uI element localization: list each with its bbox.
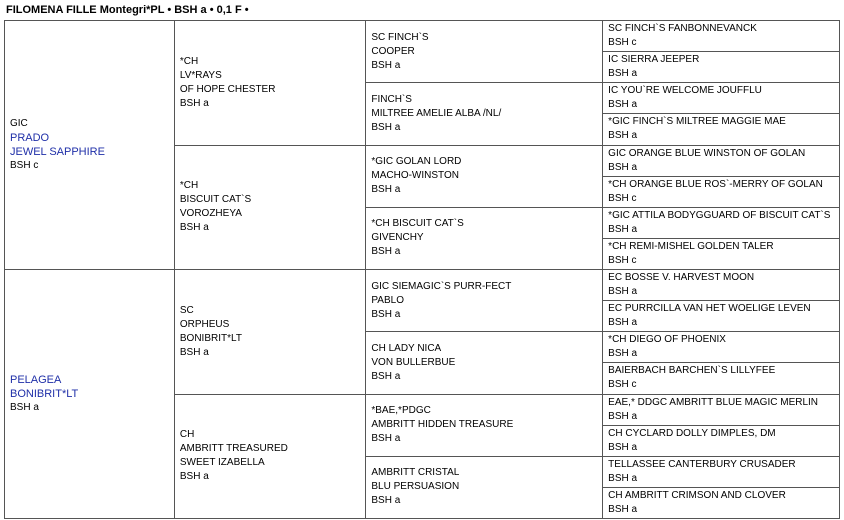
- great-great-grandparent-cell: [603, 52, 840, 83]
- cat-line: BSH a: [371, 433, 401, 445]
- cat-line: PELAGEA: [10, 374, 62, 386]
- cat-line: BSH a: [371, 184, 401, 196]
- cat-line: IC SIERRA JEEPER: [608, 54, 700, 66]
- cat-line: SC FINCH`S FANBONNEVANCK: [608, 23, 757, 35]
- cat-line: BSH a: [608, 410, 638, 422]
- cat-line: BSH a: [608, 441, 638, 453]
- great-great-grandparent-cell: [603, 332, 840, 363]
- great-great-grandparent-cell: [603, 145, 840, 176]
- great-grandparent-cell: [366, 21, 603, 83]
- cat-line: BSH a: [371, 59, 401, 71]
- great-great-grandparent-cell: [603, 394, 840, 425]
- cat-line: BSH a: [608, 161, 638, 173]
- cat-line: GIVENCHY: [371, 232, 424, 244]
- cat-line: GIC SIEMAGIC`S PURR-FECT: [371, 280, 512, 292]
- great-great-grandparent-cell: [603, 425, 840, 456]
- cat-line: *GIC GOLAN LORD: [371, 156, 462, 168]
- great-grandparent-cell: [366, 270, 603, 332]
- cat-line: BSH a: [608, 130, 638, 142]
- cat-line: BSH a: [608, 348, 638, 360]
- cat-line: FINCH`S: [371, 93, 412, 105]
- cat-line: BSH a: [608, 286, 638, 298]
- great-great-grandparent-cell: [603, 456, 840, 487]
- cat-line: PABLO: [371, 294, 404, 306]
- cat-line: BSH c: [608, 37, 637, 49]
- pedigree-title: FILOMENA FILLE Montegri*PL • BSH a • 0,1 F •: [6, 4, 249, 16]
- cat-line: AMBRITT TREASURED: [179, 443, 288, 455]
- cat-line: BSH a: [371, 121, 401, 133]
- great-great-grandparent-cell: [603, 363, 840, 394]
- cat-line: BSH a: [608, 472, 638, 484]
- cat-line: CH AMBRITT CRIMSON AND CLOVER: [608, 489, 786, 501]
- cat-line: BSH a: [608, 317, 638, 329]
- pedigree-table: [4, 20, 840, 519]
- cat-line: BSH a: [608, 99, 638, 111]
- great-grandparent-cell: [366, 83, 603, 145]
- cat-line: EC PURRCILLA VAN HET WOELIGE LEVEN: [608, 303, 811, 315]
- cat-line: BLU PERSUASION: [371, 481, 460, 493]
- cat-line: BSH a: [179, 471, 209, 483]
- cat-line: *GIC ATTILA BODYGGUARD OF BISCUIT CAT`S: [608, 209, 831, 221]
- cat-line: *GIC FINCH`S MILTREE MAGGIE MAE: [608, 116, 786, 128]
- cat-line: *CH ORANGE BLUE ROS`-MERRY OF GOLAN: [608, 178, 823, 190]
- great-great-grandparent-cell: [603, 207, 840, 238]
- cat-line: JEWEL SAPPHIRE: [10, 146, 105, 158]
- cat-line: BSH c: [608, 254, 637, 266]
- cat-line: BSH a: [608, 503, 638, 515]
- great-grandparent-cell: [366, 456, 603, 518]
- great-great-grandparent-cell: [603, 21, 840, 52]
- cat-line: VON BULLERBUE: [371, 356, 456, 368]
- cat-line: EAE,* DDGC AMBRITT BLUE MAGIC MERLIN: [608, 396, 819, 408]
- cat-line: CH LADY NICA: [371, 342, 442, 354]
- cat-line: AMBRITT CRISTAL: [371, 467, 460, 479]
- great-great-grandparent-cell: [603, 487, 840, 518]
- cat-line: BSH a: [10, 402, 39, 413]
- cat-line: BONIBRIT*LT: [179, 332, 242, 344]
- cat-line: CH: [179, 429, 195, 441]
- cat-line: BONIBRIT*LT: [10, 388, 79, 400]
- cat-line: IC YOU`RE WELCOME JOUFFLU: [608, 85, 762, 97]
- cat-line: VOROZHEYA: [179, 208, 242, 220]
- cat-line: *BAE,*PDGC: [371, 405, 431, 417]
- grandparent-cell: [174, 21, 366, 146]
- great-great-grandparent-cell: [603, 270, 840, 301]
- cat-line: BSH a: [608, 68, 638, 80]
- cat-line: SWEET IZABELLA: [179, 457, 265, 469]
- cat-line: BSH c: [608, 379, 637, 391]
- grandparent-cell: [174, 145, 366, 270]
- cat-line: CH CYCLARD DOLLY DIMPLES, DM: [608, 427, 776, 439]
- cat-line: PRADO: [10, 132, 50, 144]
- great-grandparent-cell: [366, 394, 603, 456]
- pedigree-row: [5, 270, 840, 301]
- great-grandparent-cell: [366, 207, 603, 269]
- cat-line: BSH a: [179, 346, 209, 358]
- great-great-grandparent-cell: [603, 83, 840, 114]
- parent-cell: [5, 270, 175, 519]
- cat-line: BSH c: [608, 192, 637, 204]
- great-grandparent-cell: [366, 332, 603, 394]
- cat-line: BSH c: [10, 160, 39, 171]
- grandparent-cell: [174, 270, 366, 395]
- cat-line: SC FINCH`S: [371, 31, 429, 43]
- cat-line: BSH a: [179, 222, 209, 234]
- great-grandparent-cell: [366, 145, 603, 207]
- cat-line: EC BOSSE V. HARVEST MOON: [608, 272, 755, 284]
- great-great-grandparent-cell: [603, 238, 840, 269]
- cat-line: *CH: [179, 55, 199, 67]
- cat-line: BISCUIT CAT`S: [179, 194, 252, 206]
- cat-line: *CH DIEGO OF PHOENIX: [608, 334, 726, 346]
- great-great-grandparent-cell: [603, 301, 840, 332]
- cat-line: GIC: [10, 118, 28, 129]
- parent-cell: [5, 21, 175, 270]
- pedigree-row: [5, 21, 840, 52]
- cat-line: BSH a: [371, 495, 401, 507]
- cat-line: BSH a: [371, 370, 401, 382]
- cat-line: MILTREE AMELIE ALBA /NL/: [371, 107, 502, 119]
- cat-line: AMBRITT HIDDEN TREASURE: [371, 419, 514, 431]
- cat-line: BSH a: [179, 97, 209, 109]
- cat-line: GIC ORANGE BLUE WINSTON OF GOLAN: [608, 147, 806, 159]
- cat-line: LV*RAYS: [179, 69, 222, 81]
- cat-line: COOPER: [371, 45, 415, 57]
- cat-line: OF HOPE CHESTER: [179, 83, 276, 95]
- cat-line: MACHO-WINSTON: [371, 170, 459, 182]
- cat-line: BAIERBACH BARCHEN`S LILLYFEE: [608, 365, 776, 377]
- cat-line: *CH REMI-MISHEL GOLDEN TALER: [608, 240, 774, 252]
- cat-line: TELLASSEE CANTERBURY CRUSADER: [608, 458, 796, 470]
- cat-line: *CH BISCUIT CAT`S: [371, 218, 464, 230]
- cat-line: BSH a: [608, 223, 638, 235]
- cat-line: BSH a: [371, 246, 401, 258]
- cat-line: SC: [179, 304, 194, 316]
- great-great-grandparent-cell: [603, 114, 840, 145]
- great-great-grandparent-cell: [603, 176, 840, 207]
- grandparent-cell: [174, 394, 366, 519]
- cat-line: ORPHEUS: [179, 318, 230, 330]
- cat-line: *CH: [179, 180, 199, 192]
- cat-line: BSH a: [371, 308, 401, 320]
